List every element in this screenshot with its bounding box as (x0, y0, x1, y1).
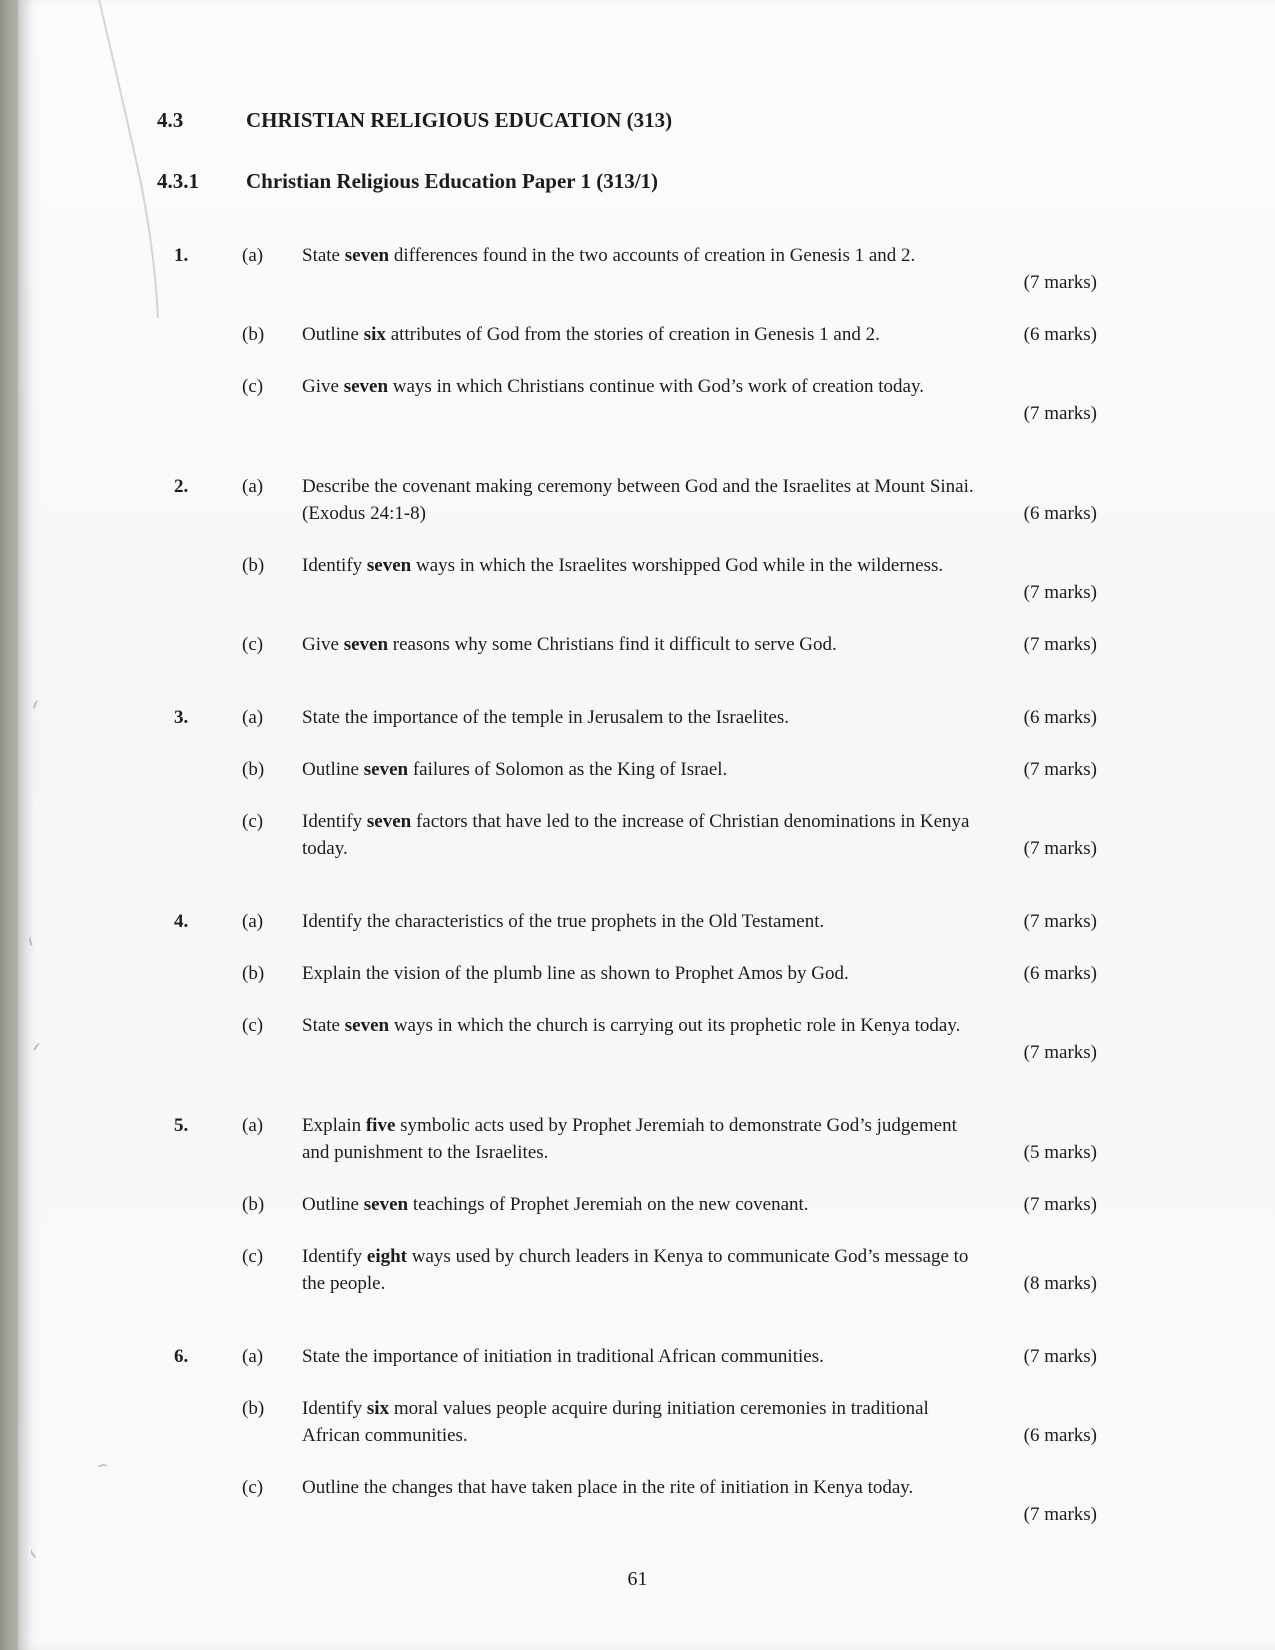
part-text-line2: today. (302, 838, 348, 859)
question-part (242, 631, 1097, 658)
marks: (5 marks) (1023, 1142, 1097, 1163)
question-part (242, 960, 1097, 987)
marks: (7 marks) (1023, 1504, 1097, 1525)
question-list (174, 242, 1097, 1528)
marks: (7 marks) (1023, 1194, 1097, 1215)
page-number: 61 (627, 1568, 648, 1590)
part-text: Give seven ways in which Christians continue with God’s work of creation today. (302, 376, 924, 397)
part-body (302, 373, 1097, 427)
subsection-number: 4.3.1 (157, 169, 199, 193)
question-part (242, 373, 1097, 427)
part-text: Outline the changes that have taken place in the rite of initiation in Kenya today. (302, 1477, 914, 1498)
question-part (242, 1395, 1097, 1449)
question-part (242, 242, 1097, 296)
part-body (302, 756, 1097, 783)
marks: (6 marks) (1023, 503, 1097, 524)
part-label: (c) (242, 1477, 264, 1498)
part-text: Identify seven factors that have led to the increase of Christian denominations in Kenya (302, 811, 970, 832)
part-text: State seven ways in which the church is carrying out its prophetic role in Kenya today. (302, 1015, 961, 1036)
marks: (6 marks) (1023, 324, 1097, 345)
marks: (7 marks) (1023, 838, 1097, 859)
part-label: (c) (242, 811, 264, 832)
part-body (302, 1243, 1097, 1297)
question-part (242, 1012, 1097, 1066)
question-1 (174, 242, 1097, 427)
subsection-title: Christian Religious Education Paper 1 (313/1) (246, 169, 659, 193)
part-text-line2: the people. (302, 1273, 386, 1294)
part-label: (b) (242, 963, 265, 984)
page-content (18, 0, 1275, 1574)
question-part (242, 473, 1097, 527)
document-page (18, 0, 1275, 1650)
part-body (302, 321, 1097, 348)
question-part (242, 808, 1097, 862)
part-text: Identify the characteristics of the true prophets in the Old Testament. (302, 911, 825, 932)
marks: (7 marks) (1023, 272, 1097, 293)
part-text: Outline six attributes of God from the stories of creation in Genesis 1 and 2. (302, 324, 880, 345)
part-text: Identify six moral values people acquire during initiation ceremonies in traditional (302, 1398, 929, 1419)
question-part (242, 704, 1097, 731)
part-label: (b) (242, 759, 265, 780)
part-text: Identify eight ways used by church leaders in Kenya to communicate God’s message to (302, 1246, 969, 1267)
question-2 (174, 473, 1097, 658)
marks: (8 marks) (1023, 1273, 1097, 1294)
marks: (6 marks) (1023, 707, 1097, 728)
marks: (6 marks) (1023, 963, 1097, 984)
part-label: (a) (242, 245, 264, 266)
part-label: (b) (242, 555, 265, 576)
part-body (302, 1343, 1097, 1370)
question-part (242, 1343, 1097, 1370)
part-body (302, 1012, 1097, 1066)
question-3 (174, 704, 1097, 862)
part-text: Give seven reasons why some Christians find it difficult to serve God. (302, 634, 837, 655)
part-text: Outline seven failures of Solomon as the King of Israel. (302, 759, 728, 780)
part-label: (b) (242, 1398, 265, 1419)
marks: (7 marks) (1023, 1346, 1097, 1367)
section-title: CHRISTIAN RELIGIOUS EDUCATION (313) (246, 108, 673, 132)
question-part (242, 908, 1097, 935)
question-4 (174, 908, 1097, 1066)
left-scan-edge (0, 0, 18, 1650)
part-body (302, 908, 1097, 935)
part-body (302, 960, 1097, 987)
part-body (302, 704, 1097, 731)
part-body (302, 808, 1097, 862)
question-5 (174, 1112, 1097, 1297)
question-part (242, 552, 1097, 606)
part-label: (c) (242, 376, 264, 397)
section-number: 4.3 (157, 108, 184, 132)
section-heading (157, 106, 1097, 134)
part-text: State the importance of the temple in Jerusalem to the Israelites. (302, 707, 789, 728)
part-label: (c) (242, 634, 264, 655)
part-body (302, 552, 1097, 606)
part-label: (a) (242, 1346, 264, 1367)
part-text: State the importance of initiation in traditional African communities. (302, 1346, 824, 1367)
part-label: (b) (242, 1194, 265, 1215)
question-number: 4. (174, 911, 189, 932)
question-part (242, 321, 1097, 348)
marks: (7 marks) (1023, 759, 1097, 780)
part-text-line2: (Exodus 24:1-8) (302, 503, 427, 524)
part-text: Explain the vision of the plumb line as shown to Prophet Amos by God. (302, 963, 849, 984)
question-number: 6. (174, 1346, 189, 1367)
marks: (7 marks) (1023, 1042, 1097, 1063)
question-number: 3. (174, 707, 189, 728)
question-part (242, 1243, 1097, 1297)
part-body (302, 1191, 1097, 1218)
marks: (7 marks) (1023, 403, 1097, 424)
marks: (6 marks) (1023, 1425, 1097, 1446)
part-label: (b) (242, 324, 265, 345)
marks: (7 marks) (1023, 582, 1097, 603)
question-number: 5. (174, 1115, 189, 1136)
part-text-line2: African communities. (302, 1425, 468, 1446)
question-part (242, 1191, 1097, 1218)
marks: (7 marks) (1023, 911, 1097, 932)
part-label: (a) (242, 911, 264, 932)
question-number: 1. (174, 245, 189, 266)
part-text: Identify seven ways in which the Israelites worshipped God while in the wilderness. (302, 555, 944, 576)
part-label: (a) (242, 1115, 264, 1136)
part-text-line2: and punishment to the Israelites. (302, 1142, 549, 1163)
question-6 (174, 1343, 1097, 1528)
question-part (242, 1112, 1097, 1166)
part-text: Describe the covenant making ceremony between God and the Israelites at Mount Sinai. (302, 476, 974, 497)
part-text: Explain five symbolic acts used by Prophet Jeremiah to demonstrate God’s judgement (302, 1115, 957, 1136)
part-body (302, 1395, 1097, 1449)
part-text: Outline seven teachings of Prophet Jeremiah on the new covenant. (302, 1194, 809, 1215)
part-label: (c) (242, 1015, 264, 1036)
part-label: (a) (242, 476, 264, 497)
question-number: 2. (174, 476, 189, 497)
part-text: State seven differences found in the two accounts of creation in Genesis 1 and 2. (302, 245, 916, 266)
part-label: (a) (242, 707, 264, 728)
part-body (302, 242, 1097, 296)
part-body (302, 631, 1097, 658)
part-body (302, 1112, 1097, 1166)
subsection-heading (157, 167, 1097, 195)
question-part (242, 1474, 1097, 1528)
part-label: (c) (242, 1246, 264, 1267)
part-body (302, 1474, 1097, 1528)
part-body (302, 473, 1097, 527)
question-part (242, 756, 1097, 783)
marks: (7 marks) (1023, 634, 1097, 655)
